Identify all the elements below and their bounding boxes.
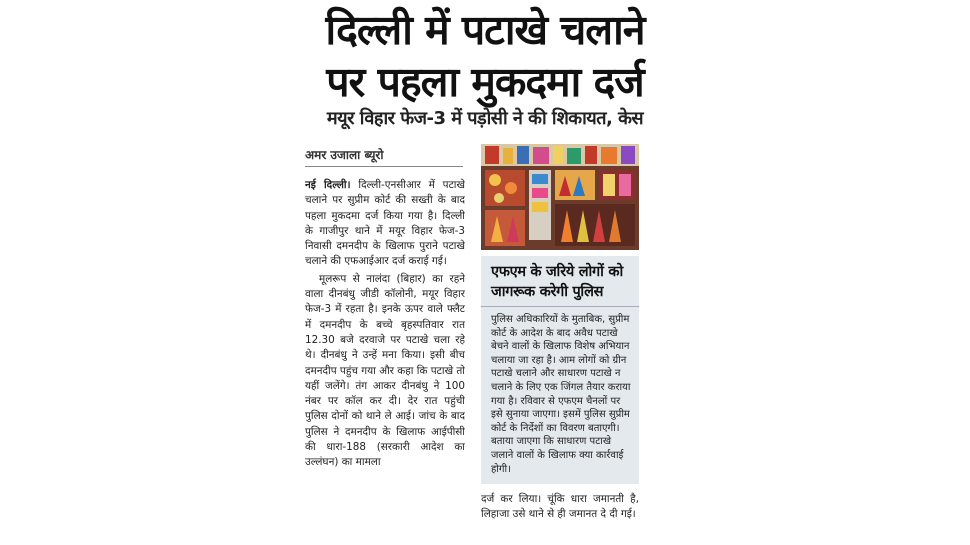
firecrackers-photo — [481, 144, 639, 250]
article-body-column — [305, 178, 465, 543]
headline-line-1: दिल्ली में पटाखे चलाने — [325, 6, 645, 54]
paragraph-1-text: दिल्ली-एनसीआर में पटाखे चलाने पर सुप्रीम कोर्ट की सख्ती के बाद पहला मुकदमा दर्ज किया गया है। दिल्ली के गाजीपुर थाने में मयूर विहार फेज-3 निवासी दमनदीप के खिलाफ पुराने पटाखे चलाने की एफआईआर दर्ज कराई गई। — [305, 179, 465, 268]
firecrackers-illustration — [481, 144, 639, 250]
dateline: नई दिल्ली। — [305, 179, 351, 191]
headline-line-2: पर पहला मुकदमा दर्ज — [326, 58, 644, 106]
subheadline: मयूर विहार फेज-3 में पड़ोसी ने की शिकायत, केस — [326, 108, 644, 129]
byline: अमर उजाला ब्यूरो — [305, 146, 463, 167]
sidebar-box-body: पुलिस अधिकारियों के मुताबिक, सुप्रीम कोर्ट के आदेश के बाद अवैध पटाखे बेचने वालों के खिलाफ विशेष अभियान चलाया जा रहा है। आम लोगों को ग्रीन पटाखे चलाने और साधारण पटाखे न चलाने के लिए एक जिंगल तैयार कराया गया है। रविवार से एफएम चैनलों पर इसे सुनाया जाएगा। इसमें पुलिस सुप्रीम कोर्ट के निर्देशों का विवरण बताएगी। बताया जाएगा कि साधारण पटाखे जलाने वालों के खिलाफ क्या कार्रवाई होगी। — [491, 314, 631, 475]
paragraph-1 — [305, 178, 465, 270]
paragraph-2: मूलरूप से नालंदा (बिहार) का रहने वाला दीनबंधु जीडी कॉलोनी, मयूर विहार फेज-3 में रहता है। इनके ऊपर वाले फ्लैट में दमनदीप के बच्चे बृहस्पतिवार रात 12.30 बजे दरवाजे पर पटाखे चला रहे थे। दीनबंधु ने उन्हें मना किया। इसी बीच दमनदीप पहुंच गया और कहा कि पटाखे तो यहीं जलेंगे। तंग आकर दीनबंधु ने 100 नंबर पर कॉल कर दी। देर रात पहुंची पुलिस दोनों को थाने ले आई। जांच के बाद पुलिस ने दमनदीप के खिलाफ आईपीसी की धारा-188 (सरकारी आदेश का उल्लंघन) का मामला — [305, 272, 465, 469]
headline — [300, 4, 670, 108]
sidebar-info-box — [481, 256, 639, 484]
article-continuation: दर्ज कर लिया। चूंकि धारा जमानती है, लिहाजा उसे थाने से ही जमानत दे दी गई। — [481, 493, 639, 521]
sidebar-box-title: एफएम के जरिये लोगों को जागरूक करेगी पुलिस — [481, 256, 639, 307]
